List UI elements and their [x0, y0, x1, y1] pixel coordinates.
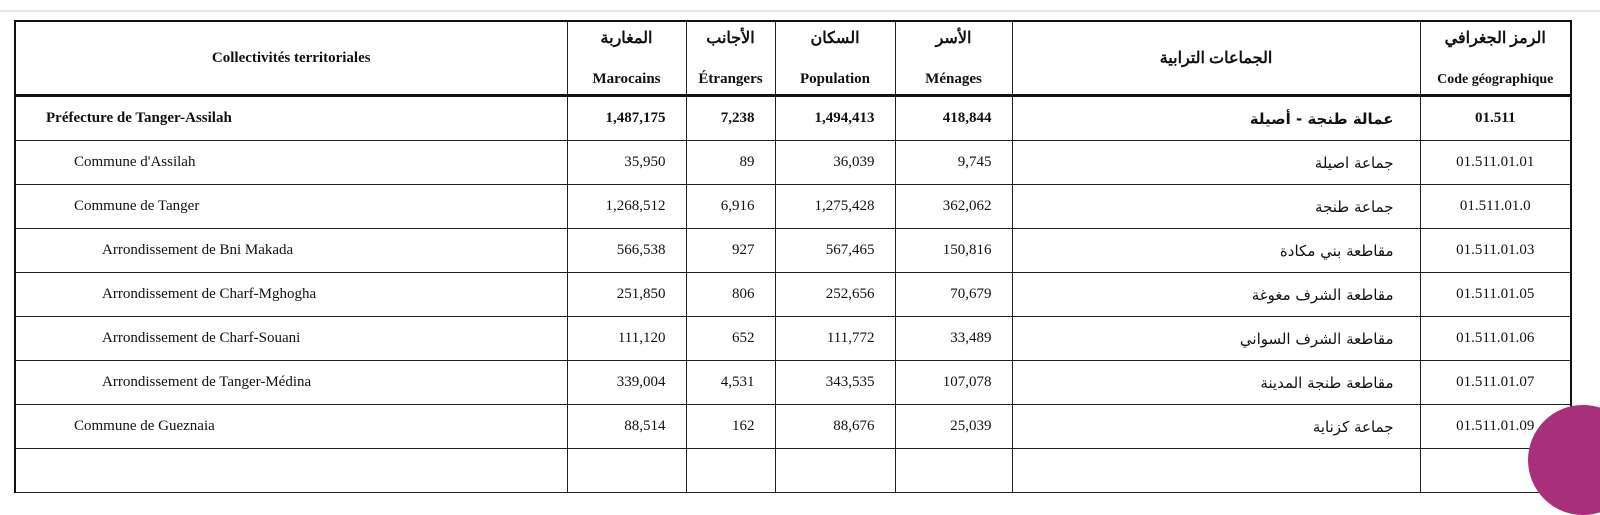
- cell-name: Préfecture de Tanger-Assilah: [15, 96, 567, 141]
- population-table-container: [14, 20, 1570, 493]
- header-collectivites-label: Collectivités territoriales: [211, 49, 371, 66]
- cell-code: 01.511.01.0: [1420, 185, 1571, 229]
- cell-name: Arrondissement de Charf-Souani: [15, 317, 567, 361]
- cell-menages: 418,844: [895, 96, 1012, 141]
- cell-etrangers: 162: [686, 405, 775, 449]
- header-etrangers-ar: الأجانب: [706, 30, 755, 47]
- table-row: [15, 141, 1571, 185]
- header-jamaat: [1012, 21, 1420, 96]
- cell-population: 88,676: [775, 405, 895, 449]
- table-row: [15, 361, 1571, 405]
- cell-name: Arrondissement de Bni Makada: [15, 229, 567, 273]
- cell-code: 01.511.01.09: [1420, 405, 1571, 449]
- cell-marocains: 566,538: [567, 229, 686, 273]
- cell-name: Commune de Gueznaia: [15, 405, 567, 449]
- cell-menages: 25,039: [895, 405, 1012, 449]
- cell-code: 01.511.01.03: [1420, 229, 1571, 273]
- cell-name-ar: مقاطعة الشرف مغوغة: [1012, 273, 1420, 317]
- cell-name-ar: مقاطعة بني مكادة: [1012, 229, 1420, 273]
- cell-etrangers: 4,531: [686, 361, 775, 405]
- cell-name-ar: [1012, 449, 1420, 493]
- cell-name: Commune d'Assilah: [15, 141, 567, 185]
- cell-name-ar: مقاطعة طنجة المدينة: [1012, 361, 1420, 405]
- header-code-fr: Code géographique: [1437, 72, 1554, 87]
- cell-etrangers: [686, 449, 775, 493]
- cell-marocains: 111,120: [567, 317, 686, 361]
- cell-code: 01.511.01.06: [1420, 317, 1571, 361]
- header-etrangers-fr: Étrangers: [698, 71, 763, 87]
- cell-code: 01.511.01.07: [1420, 361, 1571, 405]
- cell-name: Commune de Tanger: [15, 185, 567, 229]
- header-menages-fr: Ménages: [925, 71, 982, 87]
- header-code-ar: الرمز الجغرافي: [1444, 30, 1546, 47]
- cell-etrangers: 89: [686, 141, 775, 185]
- header-marocains-fr: Marocains: [592, 71, 661, 87]
- cell-etrangers: 806: [686, 273, 775, 317]
- cell-population: 111,772: [775, 317, 895, 361]
- cell-name-ar: مقاطعة الشرف السواني: [1012, 317, 1420, 361]
- cell-marocains: 35,950: [567, 141, 686, 185]
- cell-marocains: 251,850: [567, 273, 686, 317]
- cell-name-ar: جماعة اصيلة: [1012, 141, 1420, 185]
- header-population: [775, 21, 895, 96]
- population-table: [14, 20, 1572, 493]
- cell-name-ar: عمالة طنجة - أصيلة: [1012, 96, 1420, 141]
- cell-code: 01.511.01.05: [1420, 273, 1571, 317]
- cell-code: 01.511.01.01: [1420, 141, 1571, 185]
- table-row: [15, 273, 1571, 317]
- cell-code: 01.511: [1420, 96, 1571, 141]
- cell-menages: 150,816: [895, 229, 1012, 273]
- cell-marocains: 1,487,175: [567, 96, 686, 141]
- cell-population: 567,465: [775, 229, 895, 273]
- cell-menages: 33,489: [895, 317, 1012, 361]
- cell-population: 36,039: [775, 141, 895, 185]
- header-population-ar: السكان: [810, 30, 860, 47]
- header-row: [15, 21, 1571, 96]
- cell-etrangers: 652: [686, 317, 775, 361]
- cell-etrangers: 7,238: [686, 96, 775, 141]
- table-row-partial: [15, 449, 1571, 493]
- table-row: [15, 185, 1571, 229]
- cell-population: [775, 449, 895, 493]
- cell-menages: 107,078: [895, 361, 1012, 405]
- cell-population: 343,535: [775, 361, 895, 405]
- table-row: [15, 96, 1571, 141]
- cell-marocains: 88,514: [567, 405, 686, 449]
- header-jamaat-ar: الجماعات الترابية: [1159, 50, 1273, 67]
- cell-population: 1,494,413: [775, 96, 895, 141]
- cell-etrangers: 6,916: [686, 185, 775, 229]
- header-marocains: [567, 21, 686, 96]
- table-row: [15, 405, 1571, 449]
- cell-menages: 362,062: [895, 185, 1012, 229]
- cell-population: 252,656: [775, 273, 895, 317]
- cell-menages: 70,679: [895, 273, 1012, 317]
- cell-name: [15, 449, 567, 493]
- header-menages: [895, 21, 1012, 96]
- cell-etrangers: 927: [686, 229, 775, 273]
- cell-name: Arrondissement de Charf-Mghogha: [15, 273, 567, 317]
- header-code: [1420, 21, 1571, 96]
- cell-marocains: [567, 449, 686, 493]
- header-marocains-ar: المغاربة: [600, 30, 653, 47]
- table-row: [15, 229, 1571, 273]
- cell-marocains: 1,268,512: [567, 185, 686, 229]
- cell-menages: [895, 449, 1012, 493]
- cell-marocains: 339,004: [567, 361, 686, 405]
- cell-population: 1,275,428: [775, 185, 895, 229]
- cell-name-ar: جماعة طنجة: [1012, 185, 1420, 229]
- cell-name-ar: جماعة كزناية: [1012, 405, 1420, 449]
- header-etrangers: [686, 21, 775, 96]
- header-population-fr: Population: [799, 71, 871, 87]
- header-collectivites: [15, 21, 567, 96]
- cell-menages: 9,745: [895, 141, 1012, 185]
- top-divider: [0, 10, 1600, 12]
- header-menages-ar: الأسر: [935, 30, 972, 47]
- table-row: [15, 317, 1571, 361]
- cell-name: Arrondissement de Tanger-Médina: [15, 361, 567, 405]
